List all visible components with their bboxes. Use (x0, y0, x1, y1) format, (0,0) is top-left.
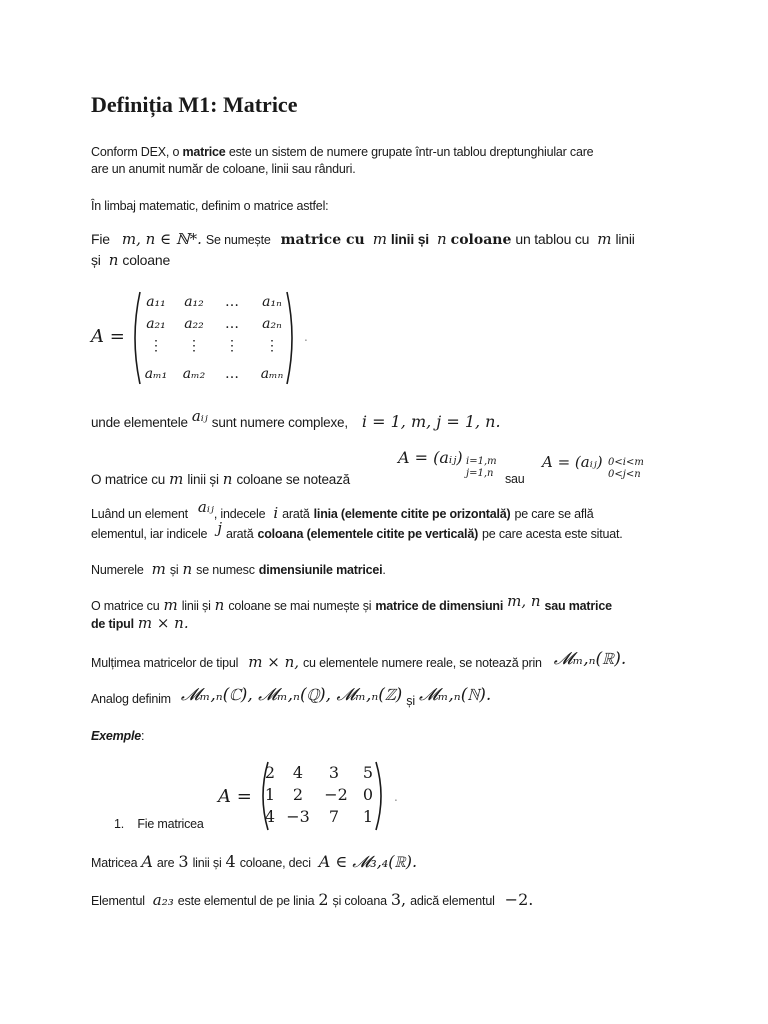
matrix-cell: aₘ₁ (144, 366, 168, 382)
text: un tablou cu (515, 231, 590, 247)
text: Elementul (91, 894, 145, 908)
bold-term: coloane (450, 232, 512, 248)
matrix-cell: … (225, 294, 239, 310)
text: Mulțimea matricelor de tipul (91, 656, 239, 670)
math-n: n (214, 596, 225, 614)
indices-line-1 (91, 498, 594, 523)
subscript-j: 0<j<n (608, 469, 641, 480)
matrix-cell: 4 (292, 763, 304, 782)
list-number: 1. (114, 817, 125, 831)
text: Analog definim (91, 692, 171, 706)
text: adică elementul (410, 894, 495, 908)
text: coloane se notează (236, 472, 350, 487)
text: și (91, 252, 101, 268)
dimensions-line-1 (91, 592, 612, 615)
text: coloane se mai numește și (228, 599, 372, 613)
text: și (169, 563, 179, 577)
text: O matrice cu (91, 599, 160, 613)
math-sets: 𝓜ₘ,ₙ(ℂ), 𝓜ₘ,ₙ(ℚ), 𝓜ₘ,ₙ(ℤ) (180, 685, 403, 705)
text: se numesc (196, 563, 255, 577)
math-aij: aᵢⱼ (191, 407, 208, 425)
matrix-cell: … (225, 316, 239, 332)
formula-main: A = (aᵢⱼ) (542, 453, 603, 471)
text: linii și (192, 856, 222, 870)
text: pe care acesta este situat. (482, 527, 623, 541)
notation-line (91, 470, 350, 489)
elements-line (91, 407, 501, 432)
examples-label: Exemple (91, 729, 142, 743)
matrix-cell: a₂₂ (184, 316, 204, 332)
math-m: m (169, 470, 184, 488)
math-m: m (597, 230, 612, 248)
matrix-lhs: A = (91, 326, 125, 347)
matrix-cell: 0 (362, 785, 374, 804)
set-line (91, 649, 627, 672)
examples-colon: : (141, 729, 145, 743)
text: Matricea (91, 856, 138, 870)
dimensions-line-2 (91, 614, 189, 633)
bold-term: linii și (390, 231, 429, 247)
subscript-i: 0<i<m (608, 457, 644, 468)
bold-term: dimensiunile matricei (258, 563, 383, 577)
dex-line-2: are un anumit număr de coloane, linii sau rânduri. (91, 162, 356, 176)
text: cu elementele numere reale, se notează prin (303, 656, 542, 670)
notation-formula-1-subscripts (466, 456, 497, 480)
matrix-cell: 7 (328, 807, 340, 826)
math-m: m (151, 560, 166, 578)
math-number: 4 (225, 852, 236, 871)
math-number: −2. (504, 890, 534, 909)
matrix-cell: 5 (362, 763, 374, 782)
text: este elementul de pe linia (177, 894, 315, 908)
bold-term: matrice cu (280, 232, 365, 248)
bold-term: sau matrice (544, 599, 612, 613)
text: arată (282, 507, 310, 521)
math-aij: aᵢⱼ (197, 498, 214, 516)
text: arată (225, 527, 254, 541)
matrix-cell: 3 (328, 763, 340, 782)
text: și coloana (332, 894, 387, 908)
math-number: 3, (390, 890, 407, 909)
matrix-cell: 2 (264, 763, 276, 782)
page-title: Definiția M1: Matrice (91, 92, 298, 117)
matrix-cell: 1 (264, 785, 276, 804)
math-m-n: m, n (507, 592, 541, 610)
analog-line (91, 685, 492, 708)
math-m-times-n: m × n, (248, 653, 299, 671)
general-matrix (138, 294, 288, 386)
text: coloane (122, 252, 171, 268)
text: linii și (187, 472, 219, 487)
notation-formula-2-subscripts (608, 457, 644, 481)
notation-or: sau (505, 472, 525, 486)
rows-columns-line (91, 852, 417, 872)
matrix-cell: aₘₙ (260, 366, 284, 382)
intro-line: În limbaj matematic, definim o matrice astfel: (91, 199, 329, 213)
math-i: i (273, 504, 279, 522)
math-index-range: i = 1, m, j = 1, n. (361, 412, 501, 431)
math-n: n (437, 230, 447, 248)
dimensions-names-line (91, 560, 386, 579)
dex-text: Conform DEX, o (91, 145, 183, 159)
notation-formula-2 (542, 453, 603, 471)
math-m: m (163, 596, 178, 614)
examples-heading (91, 729, 144, 743)
definition-line-1 (91, 230, 635, 249)
math-m-n: m, n ∈ ℕ*. (121, 230, 202, 248)
notation-formula-1 (398, 448, 463, 467)
example-matrix-lhs: A = (218, 786, 252, 807)
math-set-real: 𝓜ₘ,ₙ(ℝ). (553, 649, 627, 669)
example-matrix-period: . (394, 790, 398, 804)
bold-term: linia (elemente citite pe orizontală) (313, 507, 511, 521)
text: unde elementele (91, 415, 188, 430)
definition-line-2 (91, 251, 170, 270)
matrix-cell: aₘ₂ (182, 366, 206, 382)
math-n: n (108, 251, 119, 269)
math-a23: a₂₃ (152, 891, 174, 909)
matrix-cell: a₁ₙ (262, 294, 282, 310)
matrix-cell: −3 (286, 807, 310, 826)
matrix-cell: −2 (324, 785, 348, 804)
math-m-times-n: m × n. (137, 614, 189, 632)
text: linii (615, 231, 635, 247)
dex-text: este un sistem de numere grupate într-un tablou dreptunghiular care (225, 145, 594, 159)
formula-main: A = (aᵢⱼ) (398, 448, 463, 467)
matrix-cell: a₂₁ (146, 316, 166, 332)
text: sunt numere complexe, (211, 415, 348, 430)
math-n: n (182, 560, 193, 578)
element-line (91, 890, 533, 910)
text: elementul, iar indicele (91, 527, 208, 541)
matrix-cell: ⋮ (265, 338, 279, 354)
matrix-period: . (304, 330, 308, 344)
text: Numerele (91, 563, 144, 577)
text: linii și (181, 599, 211, 613)
matrix-cell: 4 (264, 807, 276, 826)
matrix-cell: … (225, 366, 239, 382)
math-m: m (372, 230, 387, 248)
matrix-cell: 2 (292, 785, 304, 804)
text: are (156, 856, 175, 870)
text: Fie (91, 231, 110, 247)
example-text: Fie matricea (137, 817, 204, 831)
text: pe care se află (514, 507, 594, 521)
math-j: j (217, 519, 222, 537)
matrix-cell: ⋮ (149, 338, 163, 354)
dex-line-1 (91, 145, 593, 159)
text: . (382, 563, 386, 577)
text: O matrice cu (91, 472, 166, 487)
indices-line-2 (91, 519, 623, 543)
example-item-1 (114, 817, 204, 831)
text: Se numește (205, 233, 271, 247)
matrix-cell: a₁₂ (184, 294, 204, 310)
matrix-cell: ⋮ (225, 338, 239, 354)
bold-term: matrice de dimensiuni (375, 599, 504, 613)
subscript-j: j=1,n (466, 468, 494, 479)
math-number: 2 (318, 890, 329, 909)
example-matrix (262, 763, 380, 833)
matrix-cell: 1 (362, 807, 374, 826)
math-set-membership: A ∈ 𝓜₃,₄(ℝ). (318, 852, 418, 871)
math-set-natural: 𝓜ₘ,ₙ(ℕ). (418, 685, 492, 705)
bold-term: de tipul (91, 617, 134, 631)
dex-bold-term: matrice (182, 145, 226, 159)
text: , indecele (213, 507, 266, 521)
math-n: n (222, 470, 233, 488)
text: Luând un element (91, 507, 188, 521)
matrix-cell: a₂ₙ (262, 316, 282, 332)
subscript-i: i=1,m (466, 456, 497, 467)
math-A: A (141, 852, 153, 871)
bold-term: coloana (elementele citite pe verticală) (257, 527, 479, 541)
matrix-cell: a₁₁ (146, 294, 166, 310)
math-number: 3 (178, 852, 189, 871)
matrix-cell: ⋮ (187, 338, 201, 354)
text: și (406, 694, 415, 708)
text: coloane, deci (239, 856, 311, 870)
